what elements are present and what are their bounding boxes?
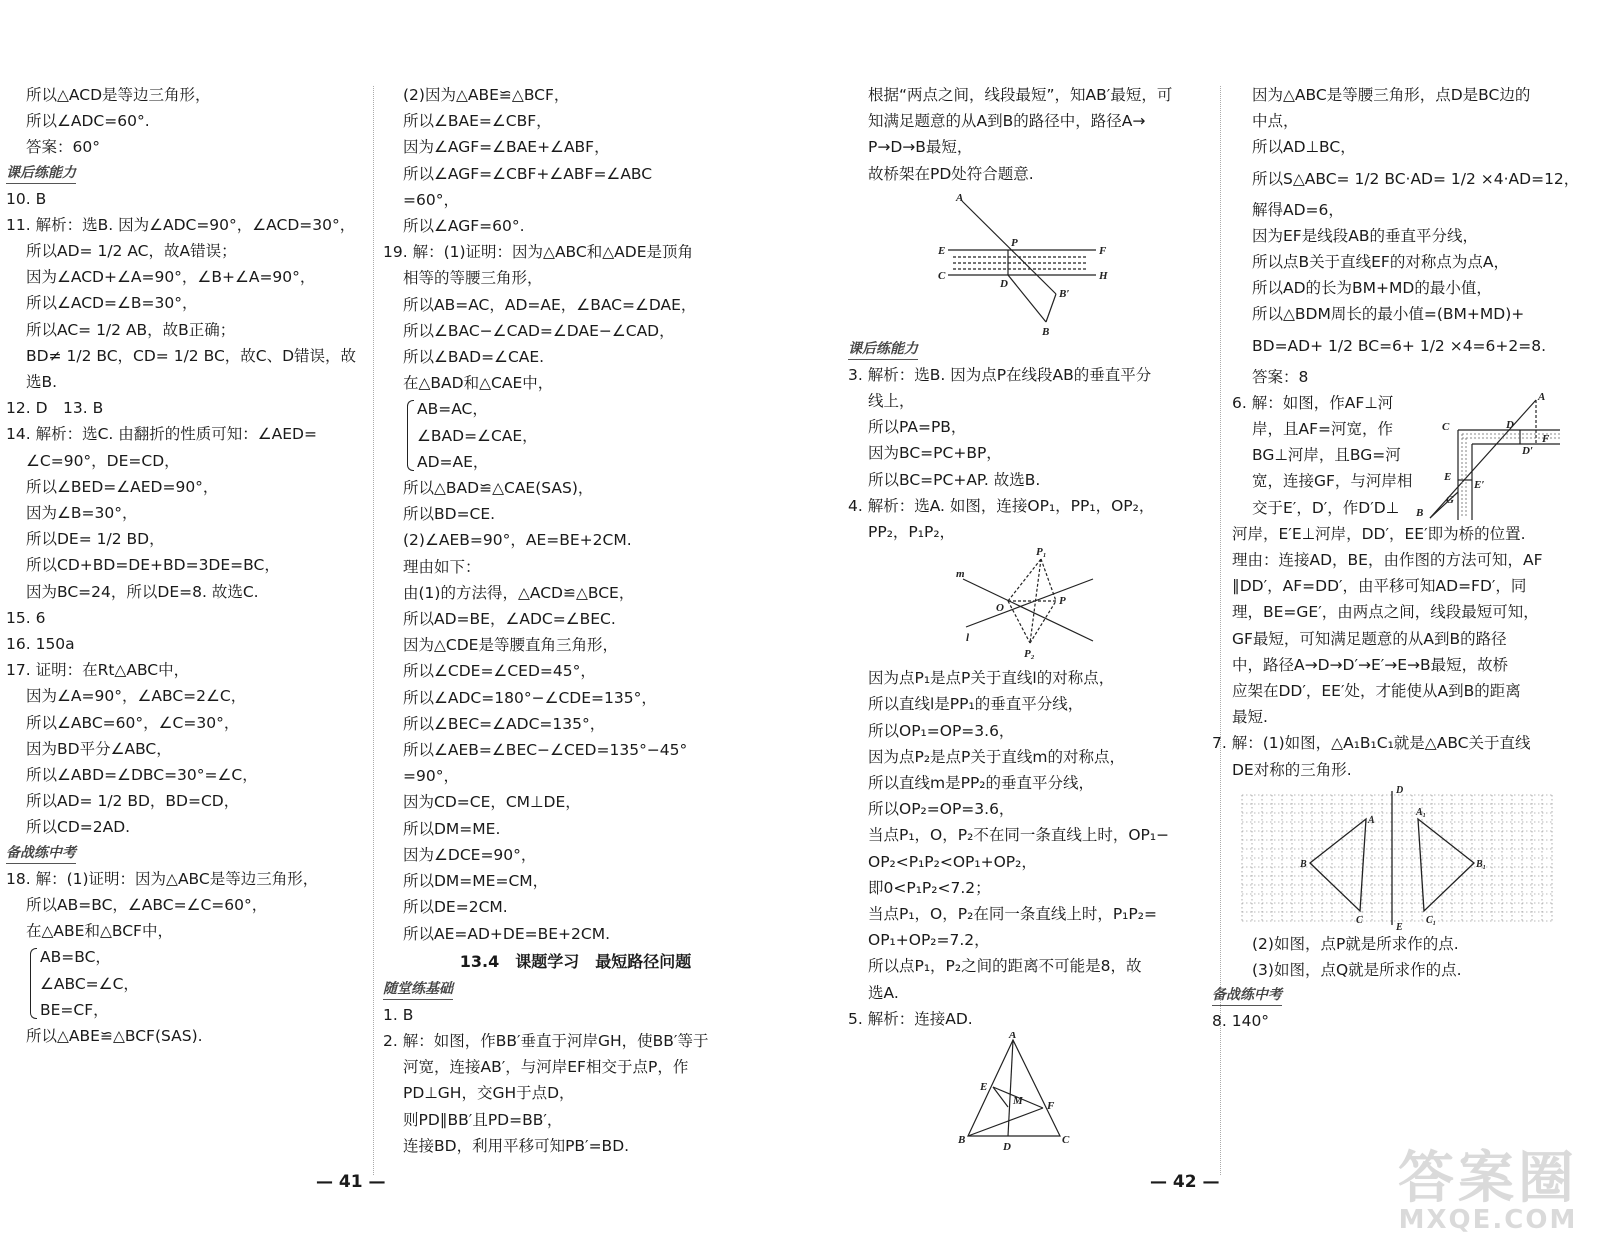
point-label: P₁ xyxy=(1036,546,1047,559)
text-line: 所以点B关于直线EF的对称点为点A， xyxy=(1252,253,1509,272)
text-line: 宽，连接GF，与河岸相 xyxy=(1252,472,1413,491)
section-label: 备战练中考 xyxy=(1212,985,1282,1006)
text-line: 3. 解析：选B. 因为点P在线段AB的垂直平分 xyxy=(848,365,1152,384)
point-label: B₁ xyxy=(1476,858,1487,870)
watermark-text: 答案圈 xyxy=(1398,1146,1578,1211)
text-line: OP₁+OP₂=7.2， xyxy=(868,931,990,950)
text-line: 因为△ABC是等腰三角形，点D是BC边的 xyxy=(1252,86,1531,104)
text-line: 因为BC=24，所以DE=8. 故选C. xyxy=(26,582,259,601)
point-label: A₁ xyxy=(1416,806,1427,818)
point-label: A xyxy=(1009,1032,1017,1042)
page-number-right: — 42 — xyxy=(1150,1172,1220,1192)
text-line: 5. 解析：连接AD. xyxy=(848,1009,973,1028)
point-label: B xyxy=(1416,506,1424,519)
text-line: 所以直线l是PP₁的垂直平分线， xyxy=(868,695,1084,714)
text-line: 14. 解析：选C. 由翻折的性质可知：∠AED= xyxy=(6,425,317,444)
column-divider xyxy=(373,86,374,1175)
text-line: 所以∠ABC=60°，∠C=30°， xyxy=(26,713,240,732)
text-line: 所以∠ADC=180°−∠CDE=135°， xyxy=(403,688,657,707)
text-line: OP₂<P₁P₂<OP₁+OP₂， xyxy=(868,852,1037,871)
text-line: 所以∠BAC−∠CAD=∠DAE−∠CAD， xyxy=(403,321,675,340)
text-line: 岸，且AF=河宽，作 xyxy=(1252,420,1394,439)
text-line: 因为△CDE是等腰直角三角形， xyxy=(403,636,618,655)
text-line: 所以AB=AC，AD=AE，∠BAC=∠DAE， xyxy=(403,295,697,314)
point-label: G xyxy=(1446,493,1454,506)
point-label: E xyxy=(1396,921,1403,931)
text-line: 根据“两点之间，线段最短”，知AB′最短，可 xyxy=(868,86,1173,104)
text-line: 解得AD=6， xyxy=(1252,200,1344,219)
text-line: 中点， xyxy=(1252,112,1299,131)
text-line: 所以直线m是PP₂的垂直平分线， xyxy=(868,774,1095,793)
point-label: D′ xyxy=(1522,444,1534,457)
text-line: 所以AD= 1/2 BD，BD=CD， xyxy=(26,792,240,811)
point-label: D xyxy=(1506,418,1514,431)
point-label: O xyxy=(996,602,1004,615)
point-label: F xyxy=(1047,1100,1055,1113)
point-label: A xyxy=(956,191,964,204)
text-line: 所以△ABE≌△BCF(SAS). xyxy=(26,1026,203,1045)
text-line: 所以AD的长为BM+MD的最小值， xyxy=(1252,279,1492,298)
text-line: 因为BD平分∠ABC， xyxy=(26,739,172,758)
text-line: 所以∠AGF=∠CBF+∠ABF=∠ABC xyxy=(403,164,653,183)
point-label: B xyxy=(1042,325,1050,337)
text-line: BD=AD+ 1/2 BC=6+ 1/2 ×4=6+2=8. xyxy=(1252,336,1547,355)
text-line: 所以DE= 1/2 BD， xyxy=(26,530,165,549)
text-line: 17. 证明：在Rt△ABC中， xyxy=(6,661,190,680)
text-line: 18. 解：(1)证明：因为△ABC是等边三角形， xyxy=(6,869,319,888)
text-line: 在△ABE和△BCF中， xyxy=(26,922,173,941)
text-line: 所以AB=BC，∠ABC=∠C=60°， xyxy=(26,895,268,914)
text-line: 线上， xyxy=(868,392,915,411)
point-label: A xyxy=(1538,390,1546,403)
text-line: 理由如下： xyxy=(403,557,481,576)
text-line: 交于E′，D′，作D′D⊥ xyxy=(1252,498,1400,517)
text-line: 2. 解：如图，作BB′垂直于河岸GH，使BB′等于 xyxy=(383,1031,709,1050)
answer-line: 8. 140° xyxy=(1212,1012,1270,1031)
point-label: D xyxy=(1000,277,1008,290)
text-line: 相等的等腰三角形， xyxy=(403,269,543,288)
text-line: 因为∠AGF=∠BAE+∠ABF， xyxy=(403,138,610,157)
text-line: 所以OP₁=OP=3.6， xyxy=(868,721,1015,740)
text-line: P→D→B最短， xyxy=(868,138,973,157)
text-line: AB=AC， xyxy=(417,400,488,419)
point-label: C xyxy=(1062,1134,1070,1147)
column-4 xyxy=(1212,82,1580,1034)
text-line: ∠C=90°，DE=CD， xyxy=(26,451,180,470)
text-line: 19. 解：(1)证明：因为△ABC和△ADE是顶角 xyxy=(383,243,693,262)
text-line: 所以DM=ME=CM， xyxy=(403,872,549,891)
watermark-logo xyxy=(1398,1146,1578,1235)
text-line: 河宽，连接AB′，与河岸EF相交于点P，作 xyxy=(403,1058,689,1077)
symmetry-figure xyxy=(848,545,1203,665)
text-line: AB=BC， xyxy=(40,948,111,967)
point-label: H xyxy=(1099,269,1108,282)
point-label: E xyxy=(980,1081,988,1094)
point-label: E xyxy=(938,244,946,257)
text-line: =60°， xyxy=(403,190,459,209)
text-line: 当点P₁，O，P₂不在同一条直线上时，OP₁− xyxy=(868,826,1170,845)
answer-line: 10. B xyxy=(6,189,47,208)
point-label: m xyxy=(956,568,965,581)
river-figure xyxy=(1410,390,1570,521)
point-label: E xyxy=(1444,470,1452,483)
column-2 xyxy=(383,82,768,1159)
answer-line: 1. B xyxy=(383,1005,414,1024)
point-label: B′ xyxy=(1059,287,1070,300)
text-line: 4. 解析：选A. 如图，连接OP₁，PP₁，OP₂， xyxy=(848,496,1155,515)
text-line: 最短. xyxy=(1232,708,1268,727)
point-label: F xyxy=(1542,432,1550,445)
answer-line: 答案：60° xyxy=(26,138,100,157)
text-line: 所以PA=PB， xyxy=(868,418,967,437)
text-line: DE对称的三角形. xyxy=(1232,760,1352,779)
point-label: D xyxy=(1003,1141,1011,1154)
point-label: E′ xyxy=(1474,478,1485,491)
text-line: 因为∠A=90°，∠ABC=2∠C， xyxy=(26,687,247,706)
text-line: 所以∠AEB=∠BEC−∠CED=135°−45° xyxy=(403,741,688,760)
watermark-url: MXQE.COM xyxy=(1398,1205,1578,1235)
text-line: 所以AD= 1/2 AC，故A错误； xyxy=(26,242,237,261)
answer-line: 15. 6 xyxy=(6,608,46,627)
section-label: 随堂练基础 xyxy=(383,979,453,1000)
point-label: F xyxy=(1099,244,1107,257)
text-line: 所以∠CDE=∠CED=45°， xyxy=(403,662,596,681)
text-line: BG⊥河岸，且BG=河 xyxy=(1252,446,1401,465)
point-label: l xyxy=(966,632,970,645)
text-line: 11. 解析：选B. 因为∠ADC=90°，∠ACD=30°， xyxy=(6,215,356,234)
equation-system xyxy=(403,396,768,475)
text-line: (3)如图，点Q就是所求作的点. xyxy=(1252,961,1462,980)
text-line: 理由：连接AD，BE，由作图的方法可知，AF xyxy=(1232,551,1543,570)
text-line: 所以∠BAD=∠CAE. xyxy=(403,348,545,367)
text-line: 因为∠ACD+∠A=90°，∠B+∠A=90°， xyxy=(26,268,316,287)
point-label: C xyxy=(938,269,946,282)
answer-line: 12. D 13. B xyxy=(6,399,104,418)
section-label: 课后练能力 xyxy=(6,163,76,184)
text-line: 因为BC=PC+BP， xyxy=(868,444,1002,463)
text-line: 则PD∥BB′且PD=BB′， xyxy=(403,1110,563,1129)
text-line: (2)∠AEB=90°，AE=BE+2CM. xyxy=(403,531,632,550)
text-line: 应架在DD′，EE′处，才能使从A到B的距离 xyxy=(1232,682,1521,701)
text-line: 即0<P₁P₂<7.2； xyxy=(868,878,991,897)
text-line: 所以CD+BD=DE+BD=3DE=BC， xyxy=(26,556,280,575)
point-label: A xyxy=(1368,814,1375,826)
text-line: =90°， xyxy=(403,767,459,786)
text-line: 所以∠AGF=60°. xyxy=(403,217,525,236)
page-number-left: — 41 — xyxy=(316,1172,386,1192)
text-line: 河岸，E′E⊥河岸，DD′，EE′即为桥的位置. xyxy=(1232,524,1526,543)
text-line: 因为EF是线段AB的垂直平分线， xyxy=(1252,226,1478,245)
answer-line: 16. 150a xyxy=(6,635,75,654)
text-line: 所以S△ABC= 1/2 BC·AD= 1/2 ×4·AD=12， xyxy=(1252,169,1580,188)
text-line: 所以DM=ME. xyxy=(403,819,501,838)
text-line: GF最短，可知满足题意的从A到B的路径 xyxy=(1232,629,1507,648)
text-line: 选A. xyxy=(868,983,899,1002)
point-label: B xyxy=(1300,858,1307,870)
text-line: 因为点P₂是点P关于直线m的对称点， xyxy=(868,747,1126,766)
section-heading: 13.4 课题学习 最短路径问题 xyxy=(459,951,692,971)
text-line: 所以∠BEC=∠ADC=135°， xyxy=(403,714,606,733)
text-line: 因为∠DCE=90°， xyxy=(403,845,537,864)
text-line: BE=CF， xyxy=(40,1000,109,1019)
point-label: C xyxy=(1442,420,1450,433)
text-line: 知满足题意的从A到B的路径中，路径A→ xyxy=(868,112,1146,131)
problem-6-block xyxy=(1232,390,1572,521)
text-line: (2)如图，点P就是所求作的点. xyxy=(1252,934,1459,953)
text-line: (2)因为△ABE≌△BCF， xyxy=(403,86,570,104)
triangle-figure xyxy=(848,1032,1203,1154)
text-line: 所以点P₁，P₂之间的距离不可能是8，故 xyxy=(868,957,1142,976)
section-label: 课后练能力 xyxy=(848,339,918,360)
point-label: P xyxy=(1011,236,1018,249)
text-line: 所以OP₂=OP=3.6， xyxy=(868,800,1015,819)
text-line: PD⊥GH，交GH于点D， xyxy=(403,1084,575,1103)
point-label: P₂ xyxy=(1024,648,1035,661)
text-line: 所以DE=2CM. xyxy=(403,898,508,917)
text-line: 在△BAD和△CAE中， xyxy=(403,374,554,393)
equation-system xyxy=(26,944,366,1023)
text-line: 所以AD⊥BC， xyxy=(1252,138,1356,157)
text-line: 因为点P₁是点P关于直线l的对称点， xyxy=(868,669,1115,688)
text-line: 所以BD=CE. xyxy=(403,505,496,524)
grid-figure xyxy=(1232,783,1572,931)
answer-line: 答案：8 xyxy=(1252,367,1309,386)
text-line: ∠BAD=∠CAE， xyxy=(417,426,538,445)
point-label: D xyxy=(1396,784,1404,796)
section-label: 备战练中考 xyxy=(6,843,76,864)
text-line: 所以∠BAE=∠CBF， xyxy=(403,112,552,131)
text-line: 所以AD=BE，∠ADC=∠BEC. xyxy=(403,610,616,629)
text-line: 所以∠ABD=∠DBC=30°=∠C， xyxy=(26,766,258,785)
text-line: BD≠ 1/2 BC，CD= 1/2 BC，故C、D错误，故 xyxy=(26,346,357,365)
column-1 xyxy=(6,82,366,1049)
point-label: C xyxy=(1356,914,1363,926)
text-line: 所以△BAD≌△CAE(SAS)， xyxy=(403,479,594,498)
bridge-figure xyxy=(848,187,1203,337)
column-3 xyxy=(848,82,1203,1154)
text-line: 所以△ACD是等边三角形， xyxy=(26,86,211,104)
text-line: 所以∠ADC=60°. xyxy=(26,112,150,131)
point-label: P xyxy=(1059,595,1066,608)
text-line: 理，BE=GE′，由两点之间，线段最短可知， xyxy=(1232,603,1539,622)
point-label: C₁ xyxy=(1426,914,1437,926)
text-line: 选B. xyxy=(26,373,58,392)
text-line: 因为CD=CE，CM⊥DE， xyxy=(403,793,581,812)
text-line: 7. 解：(1)如图，△A₁B₁C₁就是△ABC关于直线 xyxy=(1212,734,1531,753)
text-line: ∥DD′，AF=DD′，由平移可知AD=FD′，同 xyxy=(1232,577,1527,596)
text-line: 所以AE=AD+DE=BE+2CM. xyxy=(403,924,611,943)
text-line: PP₂，P₁P₂， xyxy=(868,523,956,542)
text-line: 当点P₁，O，P₂在同一条直线上时，P₁P₂= xyxy=(868,905,1157,924)
text-line: 中，路径A→D→D′→E′→E→B最短，故桥 xyxy=(1232,655,1509,674)
text-line: 由(1)的方法得，△ACD≌△BCE， xyxy=(403,583,635,602)
point-label: M xyxy=(1013,1095,1023,1108)
text-line: 所以△BDM周长的最小值=(BM+MD)+ xyxy=(1252,305,1525,324)
text-line: 所以BC=PC+AP. 故选B. xyxy=(868,470,1041,489)
text-line: 6. 解：如图，作AF⊥河 xyxy=(1232,393,1394,412)
text-line: 所以∠BED=∠AED=90°， xyxy=(26,477,219,496)
text-line: 所以CD=2AD. xyxy=(26,818,131,837)
text-line: 所以∠ACD=∠B=30°， xyxy=(26,294,198,313)
text-line: 连接BD，利用平移可知PB′=BD. xyxy=(403,1136,630,1155)
text-line: ∠ABC=∠C， xyxy=(40,974,139,993)
point-label: B xyxy=(958,1134,966,1147)
text-line: AD=AE， xyxy=(417,452,489,471)
text-line: 故桥架在PD处符合题意. xyxy=(868,164,1034,183)
text-line: 因为∠B=30°， xyxy=(26,504,138,523)
text-line: 所以AC= 1/2 AB，故B正确； xyxy=(26,320,236,339)
